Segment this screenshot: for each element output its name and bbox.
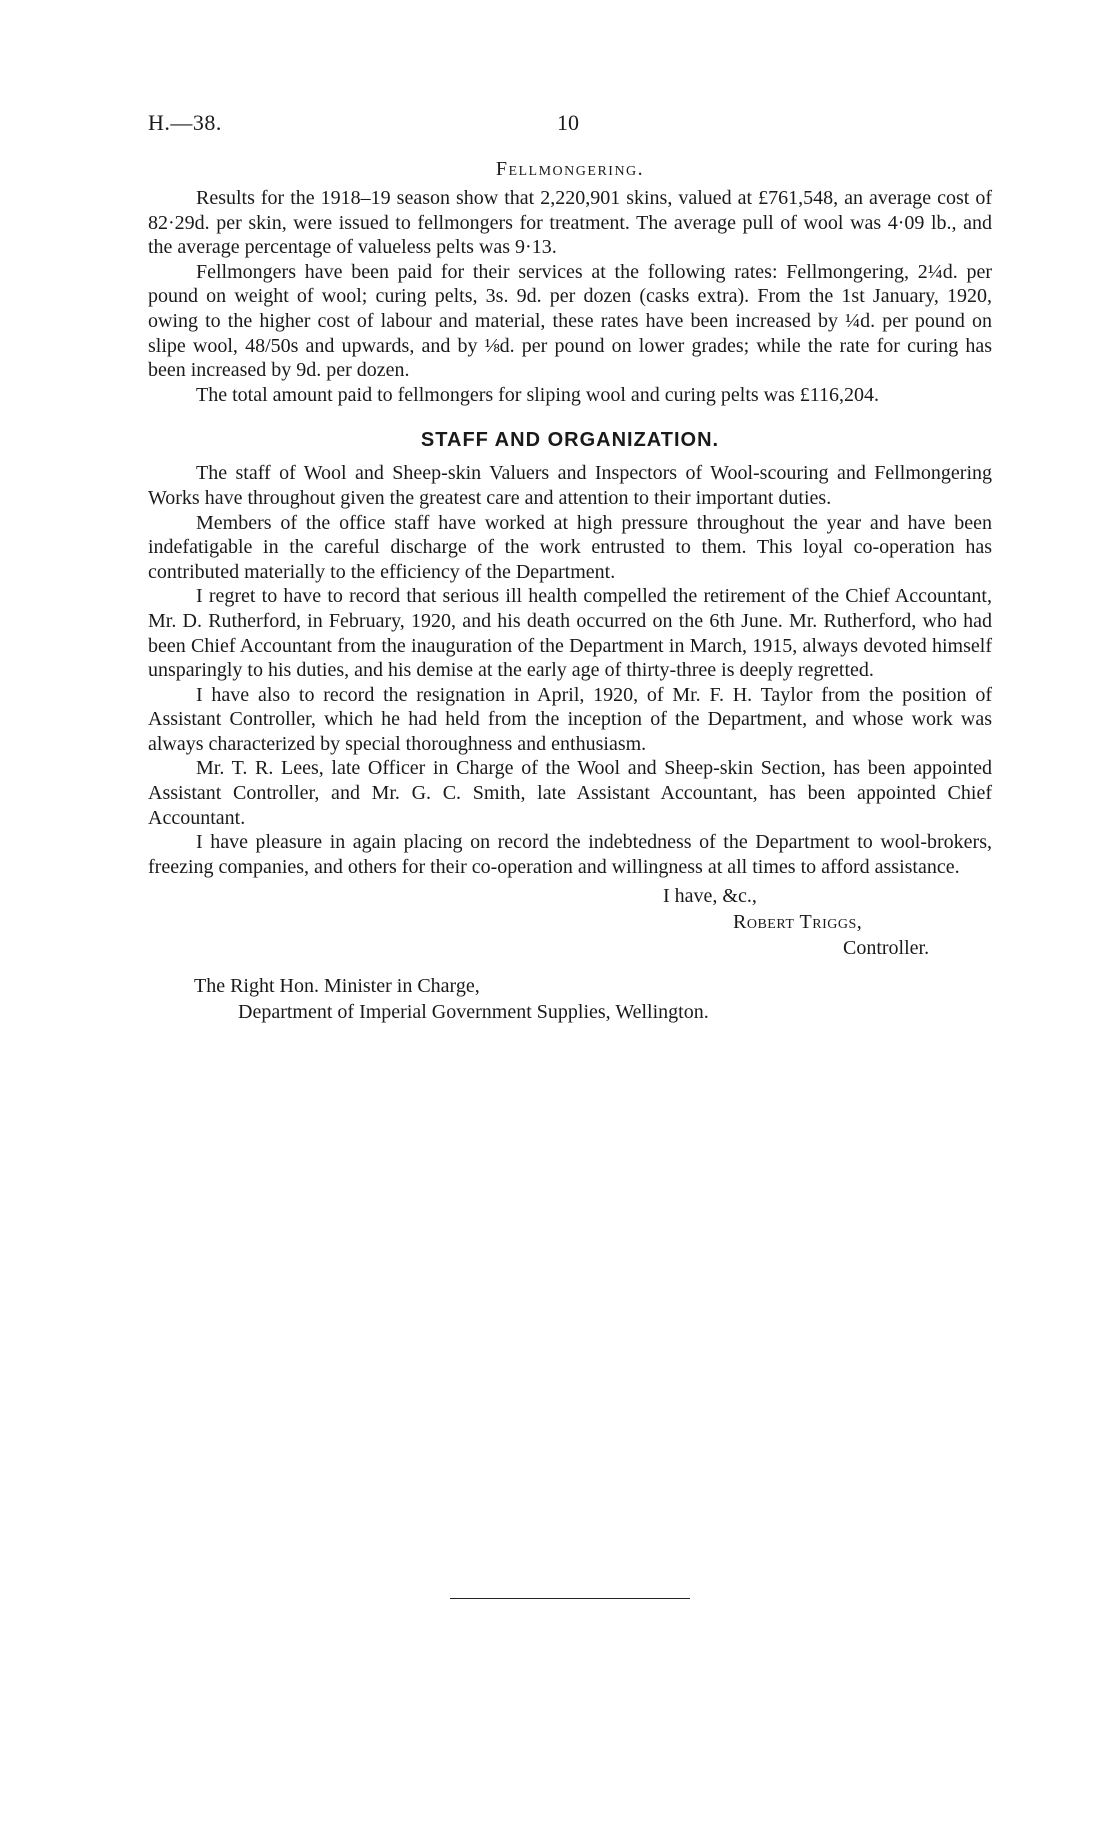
fellmongering-paragraph-3: The total amount paid to fellmongers for sliping wool and curing pelts was £116,204.	[196, 383, 880, 406]
fellmongering-heading: Fellmongering.	[495, 158, 645, 180]
staff-paragraph-4: I have also to record the resignation in April, 1920, of Mr. F. H. Taylor from the position of Assistant Controller, which he had held from the inception of the Department, and whose work was always characterized by special thoroughness and enthusiasm.	[148, 683, 992, 755]
staff-heading: STAFF AND ORGANIZATION.	[420, 429, 720, 452]
staff-paragraph-6: I have pleasure in again placing on record the indebtedness of the Department to wool-brokers, freezing companies, and others for their co-operation and willingness at all times to afford assistance.	[148, 831, 992, 878]
staff-paragraph-5: Mr. T. R. Lees, late Officer in Charge of the Wool and Sheep-skin Section, has been appointed Assistant Controller, and Mr. G. C. Smith, late Assistant Accountant, has been appointed Chief Accountant.	[148, 757, 992, 829]
signatory-name: Robert Triggs,	[733, 911, 863, 934]
closing-block	[148, 883, 992, 961]
fellmongering-paragraph-1: Results for the 1918–19 season show that 2,220,901 skins, valued at £761,548, an average cost of 82·29d. per skin, were issued to fellmongers for treatment. The average pull of wool was 4·09 lb., and the average percentage of valueless pelts was 9·13.	[148, 187, 992, 259]
closing-salutation: I have, &c.,	[663, 885, 757, 908]
page-number: 10	[557, 110, 579, 135]
signatory-title: Controller.	[843, 937, 930, 960]
fellmongering-paragraph-2: Fellmongers have been paid for their services at the following rates: Fellmongering, 2¼d. per pound on weight of wool; curing pelts, 3s. 9d. per dozen (casks extra). From the 1st January, 1920, owing to the higher cost of labour and material, these rates have been increased by ¼d. per pound on slipe wool, 48/50s and upwards, and by ⅛d. per pound on lower grades; while the rate for curing has been increased by 9d. per dozen.	[148, 260, 992, 382]
document-body	[148, 156, 992, 1025]
address-block	[148, 973, 992, 1025]
staff-paragraph-3: I regret to have to record that serious ill health compelled the retirement of the Chief Accountant, Mr. D. Rutherford, in February, 1920, and his death occurred on the 6th June. Mr. Rutherford, who had been Chief Accountant from the inauguration of the Department in March, 1915, always devoted himself unsparingly to his duties, and his demise at the early age of thirty-three is deeply regretted.	[148, 585, 992, 682]
address-line-2: Department of Imperial Government Supplies, Wellington.	[238, 1001, 709, 1024]
staff-paragraph-2: Members of the office staff have worked at high pressure throughout the year and have been indefatigable in the careful discharge of the work entrusted to them. This loyal co-operation has contributed materially to the efficiency of the Department.	[148, 511, 992, 583]
closing-rule	[450, 1598, 690, 1599]
address-line-1: The Right Hon. Minister in Charge,	[194, 975, 480, 998]
page-reference: H.—38.	[148, 110, 222, 135]
staff-paragraph-1: The staff of Wool and Sheep-skin Valuers and Inspectors of Wool-scouring and Fellmongering Works have throughout given the greatest care and attention to their important duties.	[148, 462, 992, 509]
